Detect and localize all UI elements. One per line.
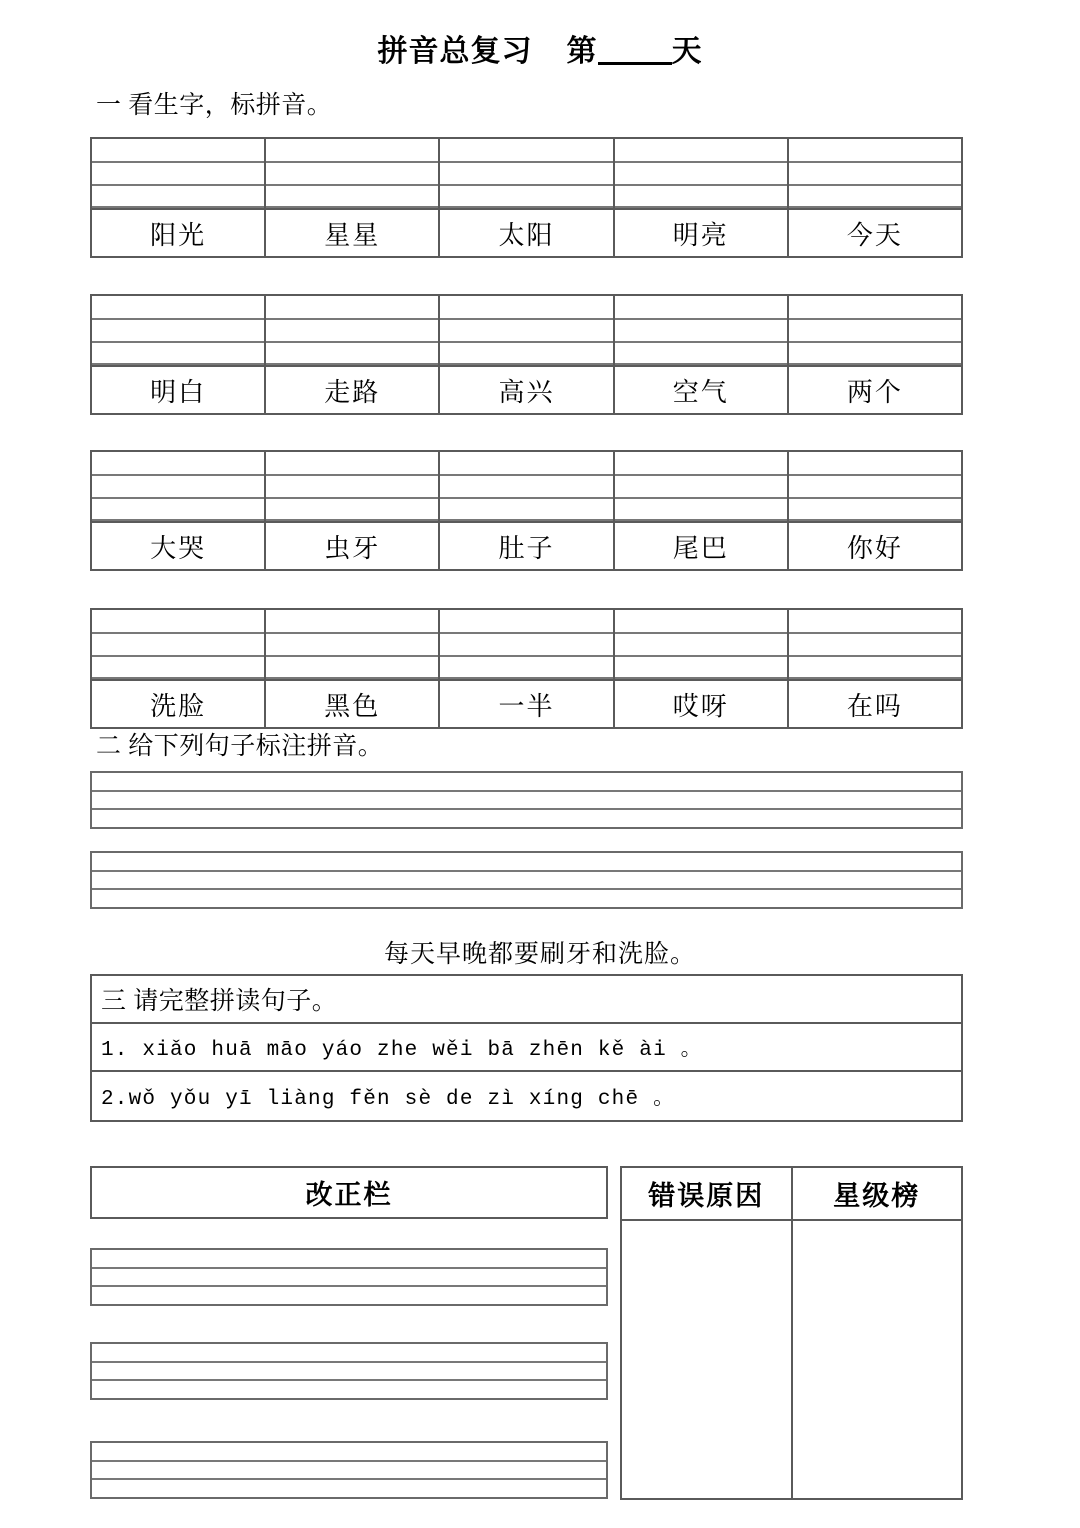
word-column bbox=[92, 139, 266, 256]
grid-line bbox=[266, 318, 438, 320]
grid-line bbox=[266, 677, 438, 679]
word-column bbox=[266, 296, 440, 413]
grid-line bbox=[440, 632, 612, 634]
pinyin-sentence-1: 1. xiǎo huā māo yáo zhe wěi bā zhēn kě ài 。 bbox=[92, 1024, 961, 1072]
grid-line bbox=[789, 161, 961, 163]
grid-line bbox=[92, 1478, 606, 1480]
word-column bbox=[789, 139, 961, 256]
grid-line bbox=[92, 888, 961, 890]
grid-line bbox=[440, 519, 612, 521]
pinyin-writing-grid[interactable] bbox=[440, 610, 612, 679]
pinyin-writing-grid[interactable] bbox=[440, 139, 612, 208]
pinyin-writing-grid[interactable] bbox=[440, 296, 612, 365]
pinyin-writing-grid[interactable] bbox=[266, 610, 438, 679]
day-label-suffix: 天 bbox=[671, 35, 703, 68]
grid-line bbox=[440, 161, 612, 163]
grid-line bbox=[789, 206, 961, 208]
word-block bbox=[90, 450, 963, 571]
word-cell: 洗脸 bbox=[92, 679, 264, 727]
evaluation-table-body bbox=[622, 1221, 961, 1498]
error-reason-cell[interactable] bbox=[622, 1221, 793, 1498]
pinyin-writing-grid[interactable] bbox=[92, 139, 264, 208]
grid-line bbox=[266, 497, 438, 499]
word-column bbox=[92, 610, 266, 727]
grid-line bbox=[615, 363, 787, 365]
word-column bbox=[440, 610, 614, 727]
grid-line bbox=[789, 632, 961, 634]
pinyin-writing-grid[interactable] bbox=[789, 610, 961, 679]
pinyin-writing-grid[interactable] bbox=[266, 139, 438, 208]
grid-line bbox=[92, 519, 264, 521]
practice-sentence: 每天早晚都要刷牙和洗脸。 bbox=[383, 941, 696, 968]
error-reason-header: 错误原因 bbox=[622, 1168, 793, 1219]
grid-line bbox=[92, 870, 961, 872]
grid-line bbox=[615, 184, 787, 186]
grid-line bbox=[440, 184, 612, 186]
pinyin-writing-grid[interactable] bbox=[92, 452, 264, 521]
grid-line bbox=[615, 161, 787, 163]
pinyin-writing-grid[interactable] bbox=[615, 296, 787, 365]
sentence-pinyin-block[interactable] bbox=[90, 771, 963, 829]
reading-table bbox=[90, 974, 963, 1122]
grid-line bbox=[615, 632, 787, 634]
word-column bbox=[440, 139, 614, 256]
word-cell: 高兴 bbox=[440, 365, 612, 413]
grid-line bbox=[266, 474, 438, 476]
word-cell: 阳光 bbox=[92, 208, 264, 256]
word-cell: 一半 bbox=[440, 679, 612, 727]
grid-line bbox=[789, 341, 961, 343]
grid-line bbox=[440, 655, 612, 657]
grid-line bbox=[440, 474, 612, 476]
sentence-pinyin-block[interactable] bbox=[90, 851, 963, 909]
grid-line bbox=[789, 318, 961, 320]
grid-line bbox=[266, 519, 438, 521]
word-cell: 太阳 bbox=[440, 208, 612, 256]
word-column bbox=[789, 296, 961, 413]
grid-line bbox=[615, 474, 787, 476]
grid-line bbox=[266, 161, 438, 163]
word-cell: 走路 bbox=[266, 365, 438, 413]
day-label-prefix: 第 bbox=[566, 35, 598, 68]
grid-line bbox=[92, 790, 961, 792]
star-rank-cell[interactable] bbox=[793, 1221, 962, 1498]
pinyin-writing-grid[interactable] bbox=[92, 296, 264, 365]
grid-line bbox=[615, 519, 787, 521]
grid-line bbox=[440, 363, 612, 365]
grid-line bbox=[615, 677, 787, 679]
grid-line bbox=[92, 1379, 606, 1381]
grid-line bbox=[789, 184, 961, 186]
word-cell: 在吗 bbox=[789, 679, 961, 727]
correction-writing-block[interactable] bbox=[90, 1342, 608, 1400]
word-column bbox=[266, 610, 440, 727]
grid-line bbox=[92, 1267, 606, 1269]
grid-line bbox=[92, 161, 264, 163]
grid-line bbox=[266, 206, 438, 208]
word-cell: 星星 bbox=[266, 208, 438, 256]
section-1-heading: 一 看生字，标拼音。 bbox=[96, 92, 333, 119]
grid-line bbox=[266, 341, 438, 343]
pinyin-writing-grid[interactable] bbox=[615, 610, 787, 679]
word-column bbox=[92, 296, 266, 413]
word-block bbox=[90, 137, 963, 258]
section-2-heading: 二 给下列句子标注拼音。 bbox=[96, 733, 384, 760]
pinyin-writing-grid[interactable] bbox=[440, 452, 612, 521]
pinyin-writing-grid[interactable] bbox=[266, 296, 438, 365]
grid-line bbox=[92, 474, 264, 476]
word-cell: 明亮 bbox=[615, 208, 787, 256]
correction-writing-block[interactable] bbox=[90, 1248, 608, 1306]
grid-line bbox=[266, 632, 438, 634]
star-rank-header: 星级榜 bbox=[833, 1181, 921, 1211]
word-cell: 今天 bbox=[789, 208, 961, 256]
grid-line bbox=[440, 318, 612, 320]
word-cell: 明白 bbox=[92, 365, 264, 413]
grid-line bbox=[92, 1285, 606, 1287]
word-column bbox=[615, 610, 789, 727]
word-column bbox=[92, 452, 266, 569]
grid-line bbox=[440, 341, 612, 343]
grid-line bbox=[266, 363, 438, 365]
grid-line bbox=[92, 184, 264, 186]
word-block bbox=[90, 608, 963, 729]
pinyin-writing-grid[interactable] bbox=[266, 452, 438, 521]
word-column bbox=[266, 452, 440, 569]
word-column bbox=[615, 139, 789, 256]
grid-line bbox=[92, 655, 264, 657]
grid-line bbox=[440, 677, 612, 679]
word-column bbox=[615, 452, 789, 569]
pinyin-writing-grid[interactable] bbox=[789, 296, 961, 365]
word-cell: 哎呀 bbox=[615, 679, 787, 727]
grid-line bbox=[92, 318, 264, 320]
grid-line bbox=[615, 497, 787, 499]
correction-writing-block[interactable] bbox=[90, 1441, 608, 1499]
word-cell: 两个 bbox=[789, 365, 961, 413]
grid-line bbox=[92, 363, 264, 365]
grid-line bbox=[789, 519, 961, 521]
word-cell: 虫牙 bbox=[266, 521, 438, 569]
day-blank-line[interactable] bbox=[598, 62, 672, 65]
grid-line bbox=[266, 655, 438, 657]
word-column bbox=[789, 452, 961, 569]
word-column bbox=[615, 296, 789, 413]
grid-line bbox=[615, 341, 787, 343]
pinyin-writing-grid[interactable] bbox=[789, 452, 961, 521]
word-cell: 大哭 bbox=[92, 521, 264, 569]
grid-line bbox=[615, 206, 787, 208]
pinyin-sentence-2: 2.wǒ yǒu yī liàng fěn sè de zì xíng chē 。 bbox=[101, 1088, 676, 1111]
grid-line bbox=[789, 655, 961, 657]
grid-line bbox=[266, 184, 438, 186]
grid-line bbox=[789, 497, 961, 499]
word-cell: 空气 bbox=[615, 365, 787, 413]
word-block bbox=[90, 294, 963, 415]
word-cell: 你好 bbox=[789, 521, 961, 569]
grid-line bbox=[92, 497, 264, 499]
pinyin-writing-grid[interactable] bbox=[615, 452, 787, 521]
page-title bbox=[0, 34, 1080, 70]
word-cell: 黑色 bbox=[266, 679, 438, 727]
grid-line bbox=[92, 1361, 606, 1363]
grid-line bbox=[440, 497, 612, 499]
grid-line bbox=[789, 474, 961, 476]
grid-line bbox=[615, 318, 787, 320]
section-3-heading: 三 请完整拼读句子。 bbox=[92, 976, 961, 1024]
evaluation-table bbox=[620, 1166, 963, 1500]
grid-line bbox=[92, 341, 264, 343]
word-column bbox=[266, 139, 440, 256]
grid-line bbox=[440, 206, 612, 208]
word-cell: 肚子 bbox=[440, 521, 612, 569]
grid-line bbox=[789, 363, 961, 365]
page-title-main: 拼音总复习 bbox=[377, 35, 533, 68]
grid-line bbox=[92, 632, 264, 634]
grid-line bbox=[615, 655, 787, 657]
grid-line bbox=[92, 206, 264, 208]
word-column bbox=[440, 296, 614, 413]
pinyin-writing-grid[interactable] bbox=[615, 139, 787, 208]
word-column bbox=[440, 452, 614, 569]
pinyin-writing-grid[interactable] bbox=[789, 139, 961, 208]
word-cell: 尾巴 bbox=[615, 521, 787, 569]
correction-column-title: 改正栏 bbox=[90, 1166, 608, 1219]
grid-line bbox=[92, 808, 961, 810]
word-column bbox=[789, 610, 961, 727]
grid-line bbox=[92, 677, 264, 679]
pinyin-writing-grid[interactable] bbox=[92, 610, 264, 679]
grid-line bbox=[789, 677, 961, 679]
evaluation-table-header bbox=[622, 1168, 961, 1221]
grid-line bbox=[92, 1460, 606, 1462]
